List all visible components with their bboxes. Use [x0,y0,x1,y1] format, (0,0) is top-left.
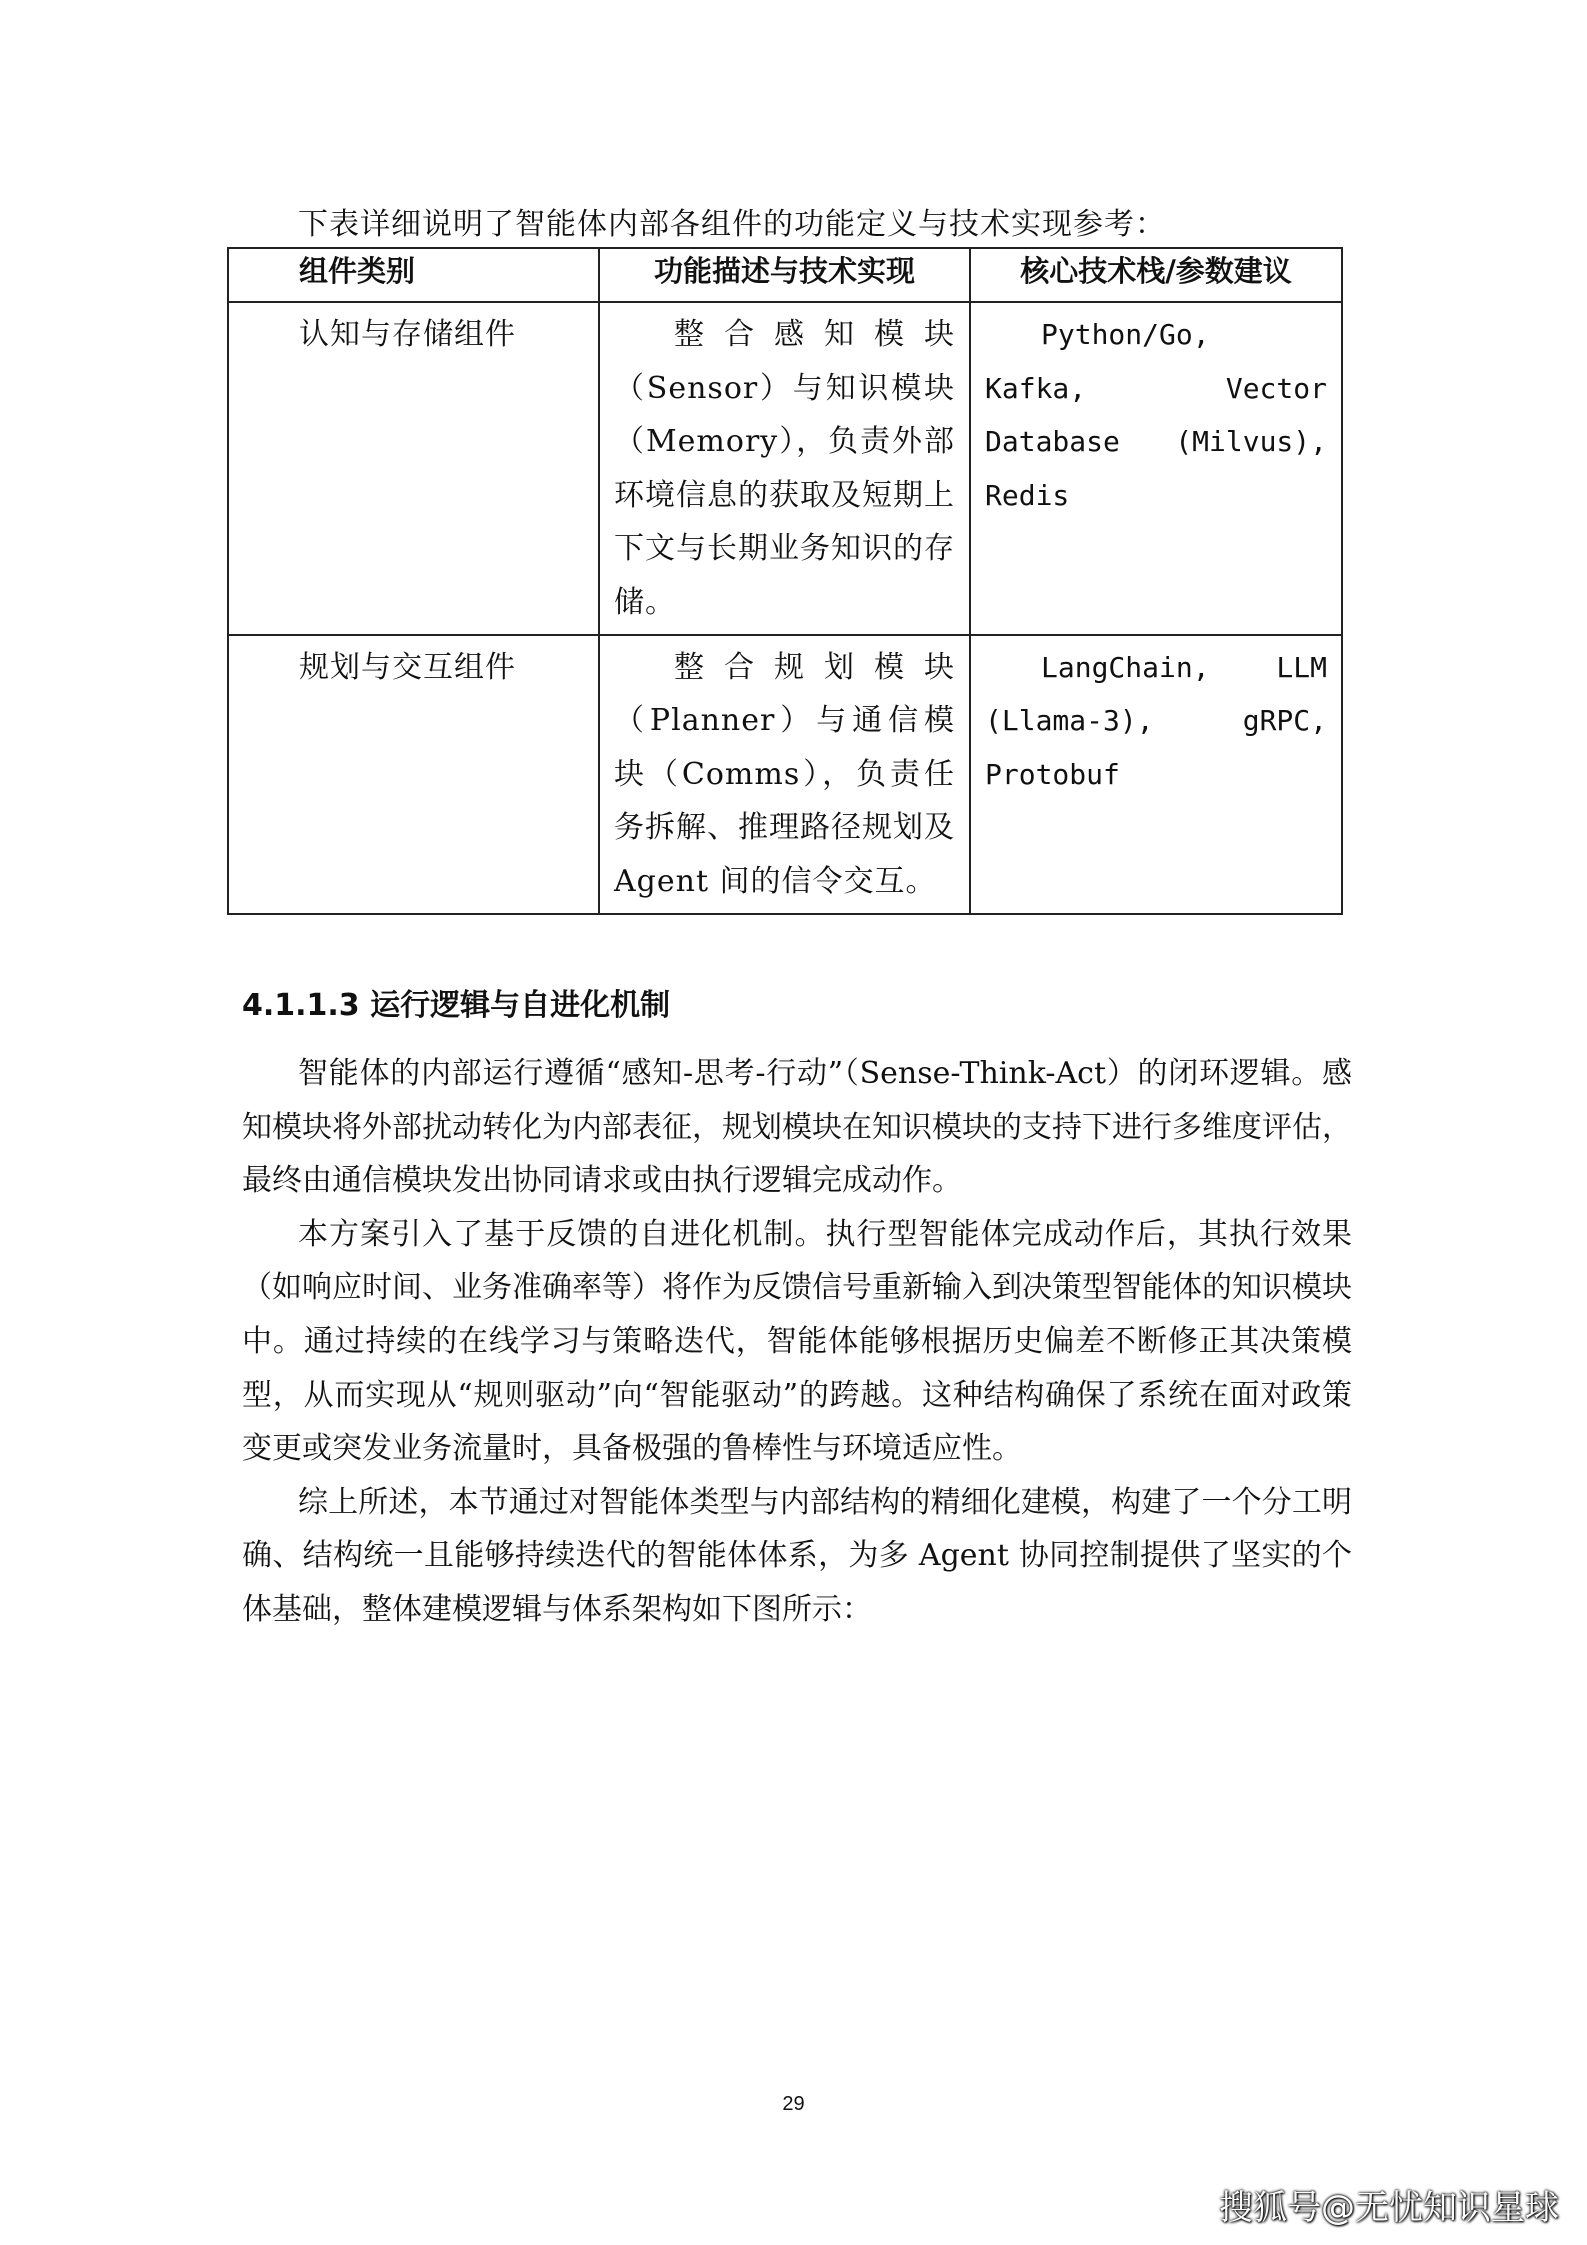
paragraph: 本方案引入了基于反馈的自进化机制。执行型智能体完成动作后，其执行效果（如响应时间、业务准确率等）将作为反馈信号重新输入到决策型智能体的知识模块中。通过持续的在线学习与策略迭代，智能体能够根据历史偏差不断修正其决策模型，从而实现从“规则驱动”向“智能驱动”的跨越。这种结构确保了系统在面对政策变更或突发业务流量时，具备极强的鲁棒性与环境适应性。 [242,1216,1352,1467]
tech-lead: LangChain, LLM [1041,650,1327,684]
description-rest: （Planner）与通信模块（Comms），负责任务拆解、推理路径规划及 Agent 间的信令交互。 [614,703,955,899]
description-rest: （Sensor）与知识模块（Memory），负责外部环境信息的获取及短期上下文与长期业务知识的存储。 [614,370,955,620]
table-intro: 下表详细说明了智能体内部各组件的功能定义与技术实现参考： [298,207,1166,242]
table-row [228,302,1342,635]
tech-lead: Python/Go, Kafka, [985,318,1210,405]
description-lead: 整合感知模块 [674,317,955,352]
section-body [242,1047,1352,1637]
row-tech-stack [970,302,1342,635]
header-tech-stack: 核心技术栈/参数建议 [970,248,1342,302]
row-category: 规划与交互组件 [228,635,599,914]
component-table [227,247,1343,915]
paragraph: 智能体的内部运行遵循“感知-思考-行动”（Sense-Think-Act）的闭环逻辑。感知模块将外部扰动转化为内部表征，规划模块在知识模块的支持下进行多维度评估，最终由通信模块发出协同请求或由执行逻辑完成动作。 [242,1056,1352,1199]
tech-rest: Vector Database (Milvus), Redis [985,371,1327,512]
watermark: 搜狐号@无忧知识星球 [1219,2188,1559,2228]
row-tech-stack [970,635,1342,914]
header-description: 功能描述与技术实现 [599,248,970,302]
row-category: 认知与存储组件 [228,302,599,635]
section-heading: 4.1.1.3 运行逻辑与自进化机制 [242,988,671,1023]
header-category: 组件类别 [228,248,599,302]
table-header-row [228,248,1342,302]
paragraph: 综上所述，本节通过对智能体类型与内部结构的精细化建模，构建了一个分工明确、结构统一且能够持续迭代的智能体体系，为多 Agent 协同控制提供了坚实的个体基础，整体建模逻辑与体系架构如下图所示： [242,1484,1352,1627]
table-row [228,635,1342,914]
page-number: 29 [782,2093,805,2115]
row-description [599,302,970,635]
description-lead: 整合规划模块 [674,649,955,685]
tech-rest: (Llama-3), gRPC, Protobuf [985,704,1327,791]
row-description [599,635,970,914]
